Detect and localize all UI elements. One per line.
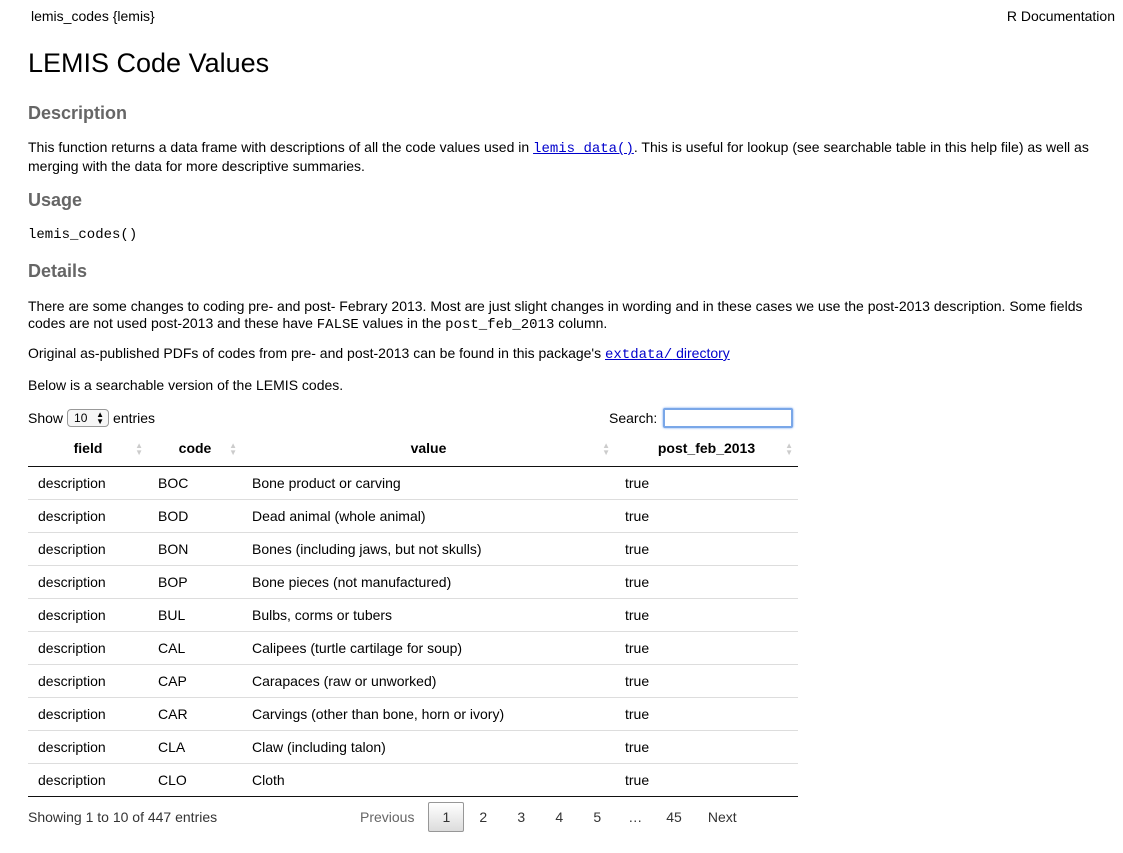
column-header-code[interactable] <box>148 430 242 467</box>
previous-page-button[interactable]: Previous <box>360 809 415 825</box>
next-page-button[interactable]: Next <box>707 809 737 825</box>
cell-value: Cloth <box>242 764 615 797</box>
cell-field: description <box>28 599 148 632</box>
description-text-part: . This is useful for lookup (see searchable table in this help file) as well as merging with the data for more descriptive summaries. <box>28 139 1089 174</box>
entries-select-value: 10 <box>74 411 88 425</box>
column-header-label: value <box>410 440 447 456</box>
cell-post-feb-2013: true <box>615 665 798 698</box>
cell-post-feb-2013: true <box>615 533 798 566</box>
cell-value: Bulbs, corms or tubers <box>242 599 615 632</box>
details-text-part: column. <box>554 315 608 331</box>
cell-value: Dead animal (whole animal) <box>242 500 615 533</box>
sort-icon: ▲ ▼ <box>135 441 143 457</box>
extdata-directory-link[interactable] <box>605 345 730 361</box>
cell-code: CAP <box>148 665 242 698</box>
search-label: Search: <box>609 410 658 426</box>
entries-select[interactable] <box>67 409 109 427</box>
page-button-3[interactable]: 3 <box>517 809 526 825</box>
description-text-part: This function returns a data frame with descriptions of all the code values used in <box>28 139 534 155</box>
cell-post-feb-2013: true <box>615 764 798 797</box>
cell-value: Carvings (other than bone, horn or ivory) <box>242 698 615 731</box>
pagination <box>346 802 751 832</box>
page-button-5[interactable]: 5 <box>593 809 602 825</box>
page-button-4[interactable]: 4 <box>555 809 564 825</box>
cell-code: BUL <box>148 599 242 632</box>
description-text <box>28 139 1103 175</box>
entries-length-control <box>28 409 155 427</box>
cell-code: CAL <box>148 632 242 665</box>
table-row <box>28 599 798 632</box>
cell-code: BOD <box>148 500 242 533</box>
table-row <box>28 467 798 500</box>
usage-heading: Usage <box>28 190 83 210</box>
cell-code: BOC <box>148 467 242 500</box>
lemis-data-link[interactable]: lemis_data() <box>533 141 634 157</box>
cell-value: Claw (including talon) <box>242 731 615 764</box>
sort-icon: ▲ ▼ <box>785 441 793 457</box>
extdata-link-text: directory <box>672 345 730 361</box>
column-header-field[interactable] <box>28 430 148 467</box>
table-row <box>28 665 798 698</box>
cell-post-feb-2013: true <box>615 467 798 500</box>
table-info: Showing 1 to 10 of 447 entries <box>28 809 218 825</box>
cell-field: description <box>28 632 148 665</box>
table-row <box>28 533 798 566</box>
table-header-row <box>28 430 798 467</box>
details-paragraph-1 <box>28 298 1103 334</box>
show-label: Show <box>28 410 64 426</box>
cell-value: Bone product or carving <box>242 467 615 500</box>
table-row <box>28 632 798 665</box>
table-row <box>28 764 798 797</box>
table-row <box>28 500 798 533</box>
cell-field: description <box>28 665 148 698</box>
cell-post-feb-2013: true <box>615 698 798 731</box>
details-text-part: There are some changes to coding pre- and post- Febrary 2013. Most are just slight changes in wording and in these cases we use the post-2013 description. Some fields codes are not used post-2013 and these have <box>28 298 1083 331</box>
cell-post-feb-2013: true <box>615 500 798 533</box>
cell-field: description <box>28 467 148 500</box>
details-heading: Details <box>28 261 88 281</box>
column-header-label: field <box>73 440 103 456</box>
table-row <box>28 698 798 731</box>
table-row <box>28 731 798 764</box>
false-code: FALSE <box>316 317 359 333</box>
details-paragraph-3: Below is a searchable version of the LEMIS codes. <box>28 377 344 393</box>
search-control <box>609 408 793 428</box>
column-header-label: code <box>178 440 212 456</box>
select-updown-icon: ▲ ▼ <box>96 410 105 426</box>
entries-label: entries <box>113 410 156 426</box>
cell-code: CLO <box>148 764 242 797</box>
usage-code: lemis_codes() <box>28 227 138 243</box>
post-feb-2013-code: post_feb_2013 <box>445 317 555 333</box>
cell-post-feb-2013: true <box>615 566 798 599</box>
cell-value: Bone pieces (not manufactured) <box>242 566 615 599</box>
description-heading: Description <box>28 103 128 123</box>
details-paragraph-2 <box>28 345 1103 364</box>
column-header-value[interactable] <box>242 430 615 467</box>
page-title: LEMIS Code Values <box>28 48 270 78</box>
extdata-link-code: extdata/ <box>605 347 673 363</box>
cell-code: CLA <box>148 731 242 764</box>
cell-post-feb-2013: true <box>615 632 798 665</box>
cell-code: CAR <box>148 698 242 731</box>
page-button-45[interactable]: 45 <box>666 809 682 825</box>
page-button-2[interactable]: 2 <box>479 809 488 825</box>
page-ellipsis: … <box>628 809 643 825</box>
codes-table <box>28 430 798 797</box>
cell-field: description <box>28 500 148 533</box>
sort-icon: ▲ ▼ <box>229 441 237 457</box>
r-documentation-label: R Documentation <box>1006 8 1115 24</box>
cell-code: BON <box>148 533 242 566</box>
cell-code: BOP <box>148 566 242 599</box>
cell-field: description <box>28 698 148 731</box>
page-button-1[interactable]: 1 <box>428 802 464 832</box>
cell-field: description <box>28 764 148 797</box>
cell-field: description <box>28 566 148 599</box>
column-header-post-feb-2013[interactable] <box>615 430 798 467</box>
cell-value: Bones (including jaws, but not skulls) <box>242 533 615 566</box>
cell-post-feb-2013: true <box>615 731 798 764</box>
cell-field: description <box>28 731 148 764</box>
search-input[interactable] <box>663 408 793 428</box>
sort-icon: ▲ ▼ <box>602 441 610 457</box>
doc-package-label: lemis_codes {lemis} <box>31 8 155 24</box>
details-text-part: values in the <box>358 315 446 331</box>
cell-post-feb-2013: true <box>615 599 798 632</box>
details-text-part: Original as-published PDFs of codes from pre- and post-2013 can be found in this package's <box>28 345 605 361</box>
column-header-label: post_feb_2013 <box>657 440 756 456</box>
table-row <box>28 566 798 599</box>
cell-value: Calipees (turtle cartilage for soup) <box>242 632 615 665</box>
cell-value: Carapaces (raw or unworked) <box>242 665 615 698</box>
cell-field: description <box>28 533 148 566</box>
